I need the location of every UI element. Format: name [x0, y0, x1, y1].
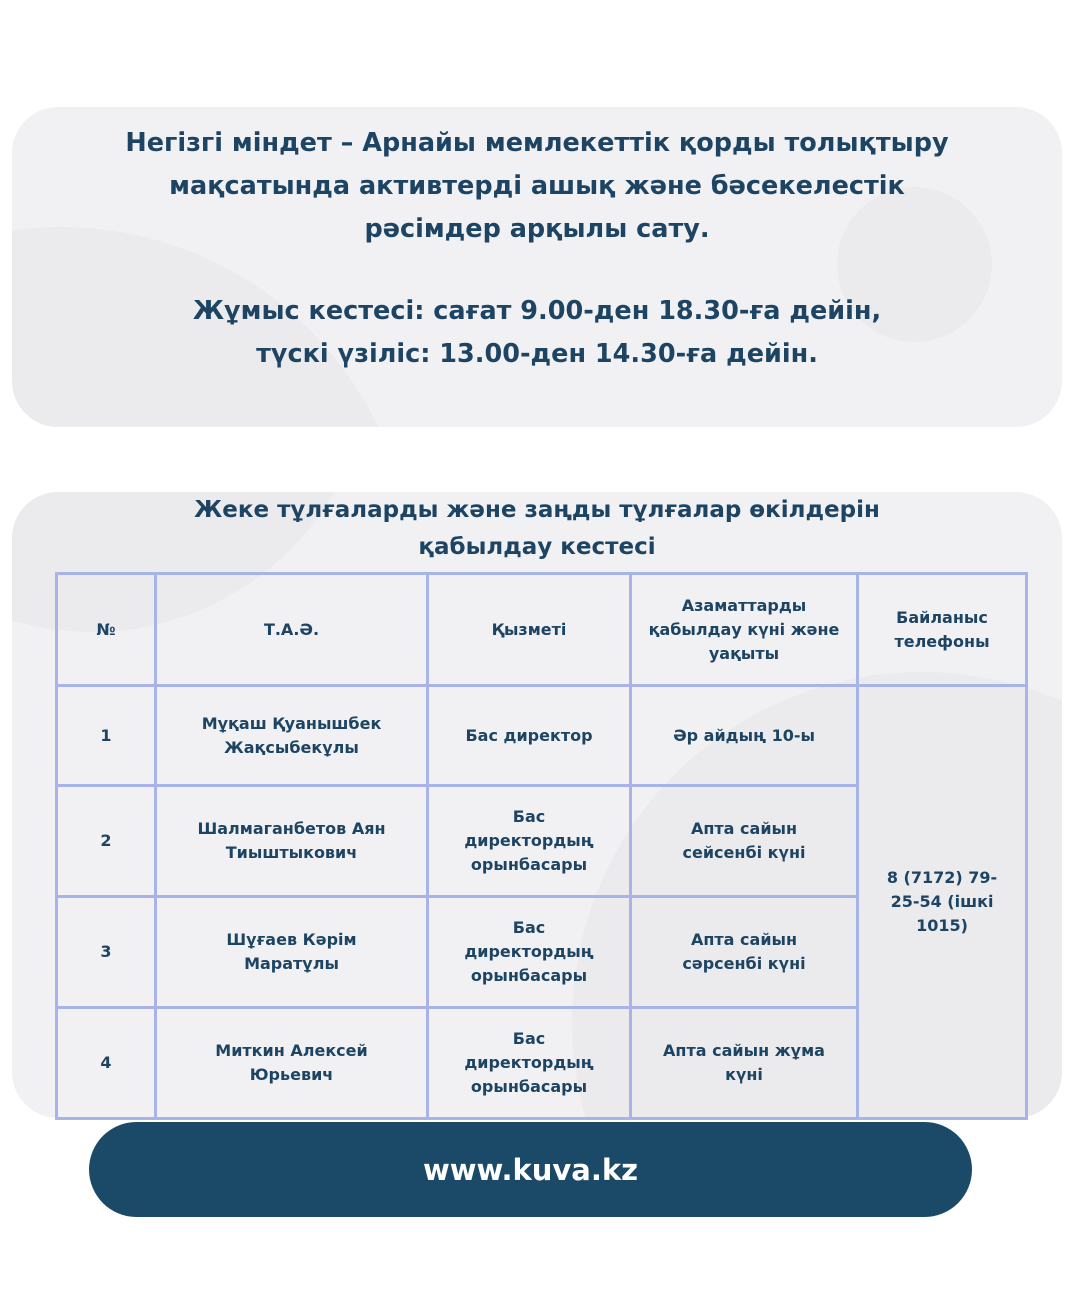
- row-reception-day: Әр айдың 10-ы: [631, 686, 858, 786]
- website-url[interactable]: www.kuva.kz: [422, 1152, 639, 1187]
- table-row: [57, 686, 1027, 786]
- row-position: Бас директордың орынбасары: [428, 786, 631, 897]
- row-position: Бас директордың орынбасары: [428, 1008, 631, 1119]
- row-reception-day: Апта сайын сәрсенбі күні: [631, 897, 858, 1008]
- reception-title-line: Жеке тұлғаларды және заңды тұлғалар өкілдерін: [194, 497, 880, 523]
- row-number: 2: [57, 786, 156, 897]
- header-position: Қызметі: [428, 574, 631, 686]
- schedule-line: түскі үзіліс: 13.00-ден 14.30-ға дейін.: [256, 339, 818, 369]
- mission-line: мақсатында активтерді ашық және бәсекелестік: [169, 171, 905, 201]
- header-reception-day: Азаматтарды қабылдау күні және уақыты: [631, 574, 858, 686]
- contact-phone: 8 (7172) 79-25-54 (ішкі 1015): [858, 686, 1027, 1119]
- row-position: Бас директор: [428, 686, 631, 786]
- mission-statement: [12, 122, 1062, 251]
- row-reception-day: Апта сайын сейсенбі күні: [631, 786, 858, 897]
- row-name: Миткин Алексей Юрьевич: [156, 1008, 428, 1119]
- mission-card: [12, 107, 1062, 427]
- header-phone: Байланыс телефоны: [858, 574, 1027, 686]
- reception-title: [12, 492, 1062, 566]
- row-name: Шұғаев Кәрім Маратұлы: [156, 897, 428, 1008]
- reception-schedule-table: [55, 572, 1028, 1120]
- table-header-row: [57, 574, 1027, 686]
- row-name: Мұқаш Қуанышбек Жақсыбекұлы: [156, 686, 428, 786]
- mission-line: Негізгі міндет – Арнайы мемлекеттік қорды толықтыру: [125, 128, 949, 158]
- work-schedule: [12, 290, 1062, 376]
- row-number: 1: [57, 686, 156, 786]
- row-number: 4: [57, 1008, 156, 1119]
- mission-line: рәсімдер арқылы сату.: [364, 214, 710, 244]
- header-full-name: Т.А.Ә.: [156, 574, 428, 686]
- row-number: 3: [57, 897, 156, 1008]
- row-reception-day: Апта сайын жұма күні: [631, 1008, 858, 1119]
- header-number: №: [57, 574, 156, 686]
- schedule-line: Жұмыс кестесі: сағат 9.00-ден 18.30-ға дейін,: [192, 296, 882, 326]
- website-link-bar[interactable]: [89, 1122, 972, 1217]
- row-name: Шалмаганбетов Аян Тиыштыкович: [156, 786, 428, 897]
- row-position: Бас директордың орынбасары: [428, 897, 631, 1008]
- reception-title-line: қабылдау кестесі: [418, 534, 656, 560]
